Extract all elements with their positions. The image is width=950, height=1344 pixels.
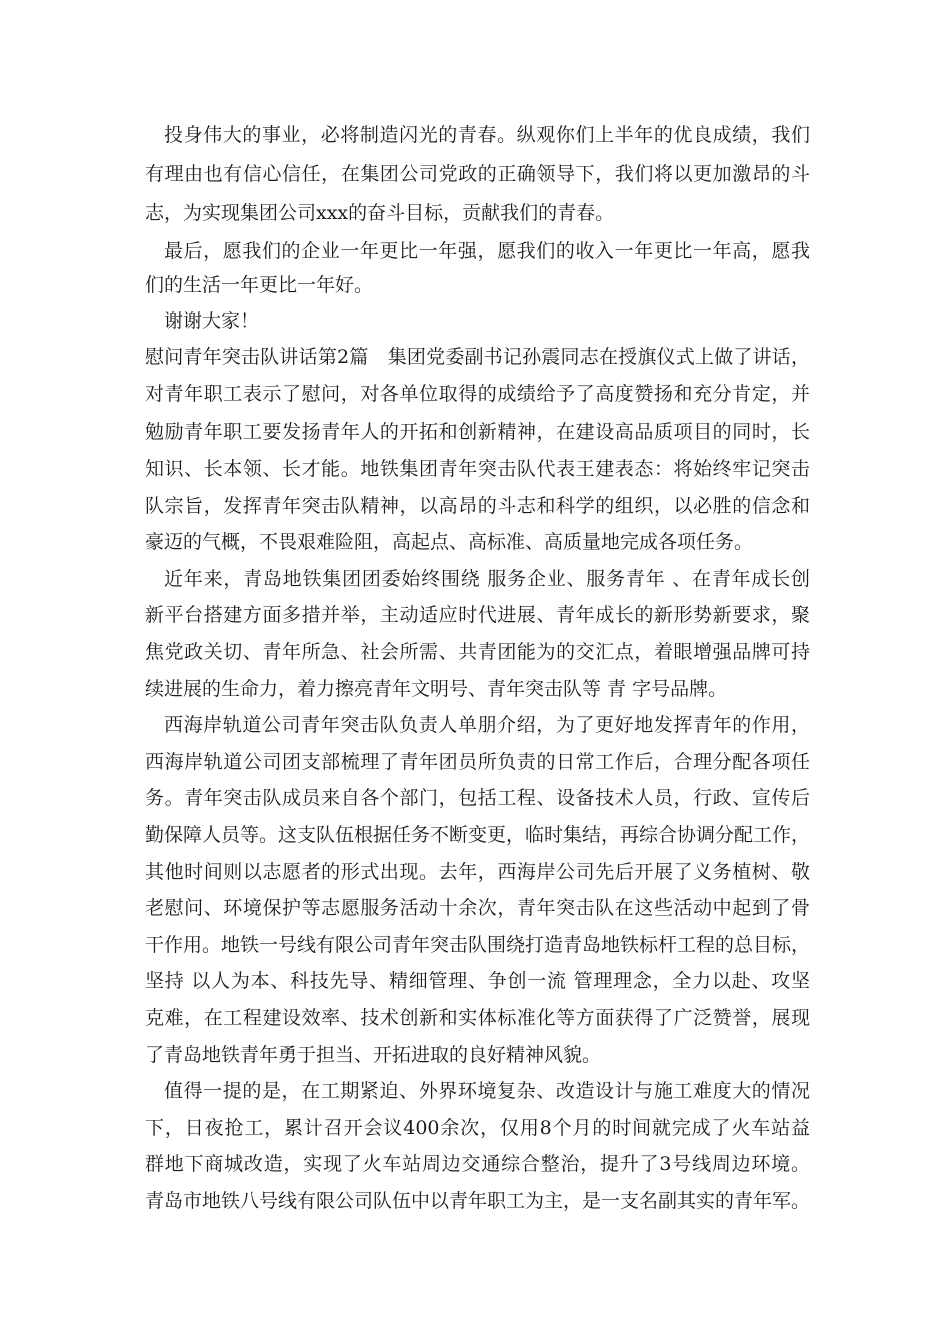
text-line: 谢谢大家！ (164, 310, 260, 332)
text-line: 有理由也有信心信任，在集团公司党政的正确领导下，我们将以更加激昂的斗 (145, 163, 810, 185)
text-line: 勉励青年职工要发扬青年人的开拓和创新精神，在建设高品质项目的同时，长 (145, 421, 810, 443)
text-line: 青岛市地铁八号线有限公司队伍中以青年职工为主，是一支名副其实的青年军。 (145, 1190, 810, 1212)
text-line: 新平台搭建方面多措并举，主动适应时代进展、青年成长的新形势新要求，聚 (145, 604, 810, 626)
text-line: 焦党政关切、青年所急、社会所需、共青团能为的交汇点，着眼增强品牌可持 (145, 641, 810, 663)
text-line: 队宗旨，发挥青年突击队精神，以高昂的斗志和科学的组织，以必胜的信念和 (145, 495, 810, 517)
text-line: 干作用。地铁一号线有限公司青年突击队围绕打造青岛地铁标杆工程的总目标， (145, 934, 810, 956)
text-line: 务。青年突击队成员来自各个部门，包括工程、设备技术人员，行政、宣传后 (145, 787, 810, 809)
text-line: 续进展的生命力，着力擦亮青年文明号、青年突击队等 青 字号品牌。 (145, 678, 728, 700)
text-line: 群地下商城改造，实现了火车站周边交通综合整治，提升了3号线周边环境。 (145, 1153, 810, 1175)
text-line: 下，日夜抢工，累计召开会议400余次，仅用8个月的时间就完成了火车站益 (145, 1117, 810, 1139)
text-line: 坚持 以人为本、科技先导、精细管理、争创一流 管理理念，全力以赴、攻坚 (145, 970, 810, 992)
text-line: 投身伟大的事业，必将制造闪光的青春。纵观你们上半年的优良成绩，我们 (164, 124, 810, 146)
text-line: 知识、长本领、长才能。地铁集团青年突击队代表王建表态：将始终牢记突击 (145, 458, 810, 480)
text-line: 最后，愿我们的企业一年更比一年强，愿我们的收入一年更比一年高，愿我 (164, 240, 810, 262)
section-heading-line: 慰问青年突击队讲话第2篇 集团党委副书记孙震同志在授旗仪式上做了讲话， (145, 346, 810, 368)
text-line: 了青岛地铁青年勇于担当、开拓进取的良好精神风貌。 (145, 1044, 602, 1066)
text-line: 们的生活一年更比一年好。 (145, 274, 374, 296)
text-line: 志，为实现集团公司xxx的奋斗目标，贡献我们的青春。 (145, 202, 615, 224)
text-line: 对青年职工表示了慰问，对各单位取得的成绩给予了高度赞扬和充分肯定，并 (145, 383, 810, 405)
text-line: 克难，在工程建设效率、技术创新和实体标准化等方面获得了广泛赞誉，展现 (145, 1007, 810, 1029)
text-line: 西海岸轨道公司团支部梳理了青年团员所负责的日常工作后，合理分配各项任 (145, 751, 810, 773)
text-line: 值得一提的是，在工期紧迫、外界环境复杂、改造设计与施工难度大的情况 (164, 1080, 810, 1102)
text-line: 勤保障人员等。这支队伍根据任务不断变更，临时集结，再综合协调分配工作， (145, 824, 810, 846)
text-line: 近年来，青岛地铁集团团委始终围绕 服务企业、服务青年 、在青年成长创 (164, 568, 810, 590)
text-line: 西海岸轨道公司青年突击队负责人单朋介绍，为了更好地发挥青年的作用， (164, 714, 810, 736)
text-line: 其他时间则以志愿者的形式出现。去年，西海岸公司先后开展了义务植树、敬 (145, 861, 810, 883)
text-line: 老慰问、环境保护等志愿服务活动十余次，青年突击队在这些活动中起到了骨 (145, 897, 810, 919)
text-line: 豪迈的气概，不畏艰难险阻，高起点、高标准、高质量地完成各项任务。 (145, 531, 754, 553)
